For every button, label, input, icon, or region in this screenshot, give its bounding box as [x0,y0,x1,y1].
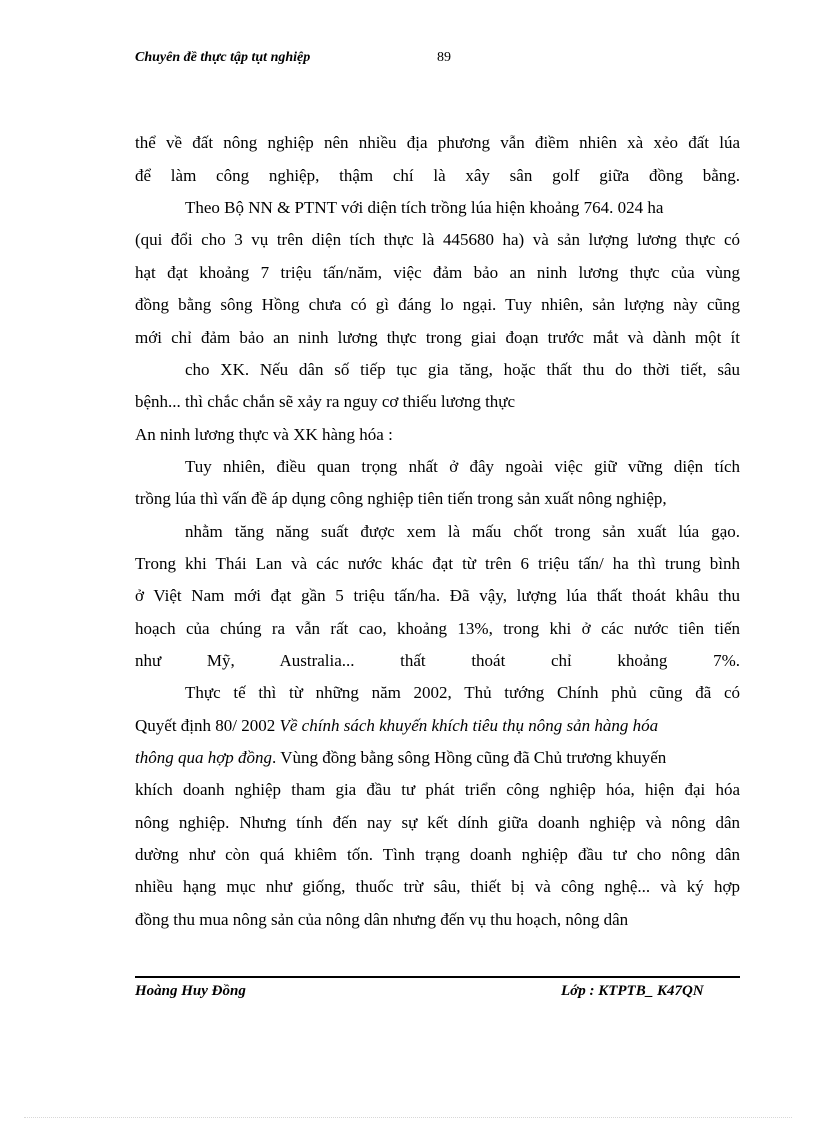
section-heading: An ninh lương thực và XK hàng hóa : [135,425,393,444]
body-line: (qui đổi cho 3 vụ trên diện tích thực là 445680 ha) và sản lượng lương thực có [135,230,740,249]
body-line: bệnh... thì chắc chắn sẽ xảy ra nguy cơ thiếu lương thực [135,392,516,411]
decision-title-italic: thông qua hợp đồng [135,748,273,767]
body-line: mới chỉ đảm bảo an ninh lương thực trong giai đoạn trước mắt và dành một ít [135,328,740,347]
body-line: để làm công nghiệp, thậm chí là xây sân golf giữa đồng bằng. [135,166,740,185]
body-line: cho XK. Nếu dân số tiếp tục gia tăng, hoặc thất thu do thời tiết, sâu [185,360,740,379]
body-line: Thực tế thì từ những năm 2002, Thủ tướng Chính phủ cũng đã có [185,683,740,702]
body-line: hoạch của chúng ra vẫn rất cao, khoảng 13%, trong khi ở các nước tiên tiến [135,619,740,638]
page-number: 89 [437,50,451,65]
body-text: . Vùng đồng bằng sông Hồng cũng đã Chủ trương khuyến [272,748,667,767]
footer-divider [135,976,740,978]
body-line: thể về đất nông nghiệp nên nhiều địa phương vẫn điềm nhiên xà xẻo đất lúa [135,133,740,152]
body-line: trồng lúa thì vấn đề áp dụng công nghiệp tiên tiến trong sản xuất nông nghiệp, [135,489,667,508]
body-line: như Mỹ, Australia... thất thoát chỉ khoảng 7%. [135,651,740,670]
body-line: đồng thu mua nông sản của nông dân nhưng đến vụ thu hoạch, nông dân [135,910,629,929]
footer-author: Hoàng Huy Đồng [135,983,246,999]
body-line: hạt đạt khoảng 7 triệu tấn/năm, việc đảm bảo an ninh lương thực của vùng [135,263,740,282]
body-line: Trong khi Thái Lan và các nước khác đạt từ trên 6 triệu tấn/ ha thì trung bình [135,554,740,573]
body-line: nhiều hạng mục như giống, thuốc trừ sâu, thiết bị và công nghệ... và ký hợp [135,877,740,896]
body-line: khích doanh nghiệp tham gia đầu tư phát triển công nghiệp hóa, hiện đại hóa [135,780,740,799]
body-line: Theo Bộ NN & PTNT với diện tích trồng lúa hiện khoảng 764. 024 ha [185,198,664,217]
body-line: nhằm tăng năng suất được xem là mấu chốt trong sản xuất lúa gạo. [185,522,740,541]
document-title: Chuyên đề thực tập tụt nghiệp [135,50,311,65]
body-line [135,746,740,770]
body-line: đồng bằng sông Hồng chưa có gì đáng lo ngại. Tuy nhiên, sản lượng này cũng [135,295,740,314]
body-line: dường như còn quá khiêm tốn. Tình trạng doanh nghiệp đầu tư cho nông dân [135,845,740,864]
footer-class: Lớp : KTPTB_ K47QN [561,983,704,999]
body-line: nông nghiệp. Nhưng tính đến nay sự kết dính giữa doanh nghiệp và nông dân [135,813,740,832]
decision-title-italic: Về chính sách khuyến khích tiêu thụ nông sản hàng hóa [279,716,659,735]
page-edge-divider [24,1117,792,1118]
body-line: Tuy nhiên, điều quan trọng nhất ở đây ngoài việc giữ vững diện tích [185,457,740,476]
body-line: ở Việt Nam mới đạt gần 5 triệu tấn/ha. Đã vậy, lượng lúa thất thoát khâu thu [135,586,740,605]
body-line [135,714,740,738]
body-text: Quyết định 80/ 2002 [135,716,280,735]
